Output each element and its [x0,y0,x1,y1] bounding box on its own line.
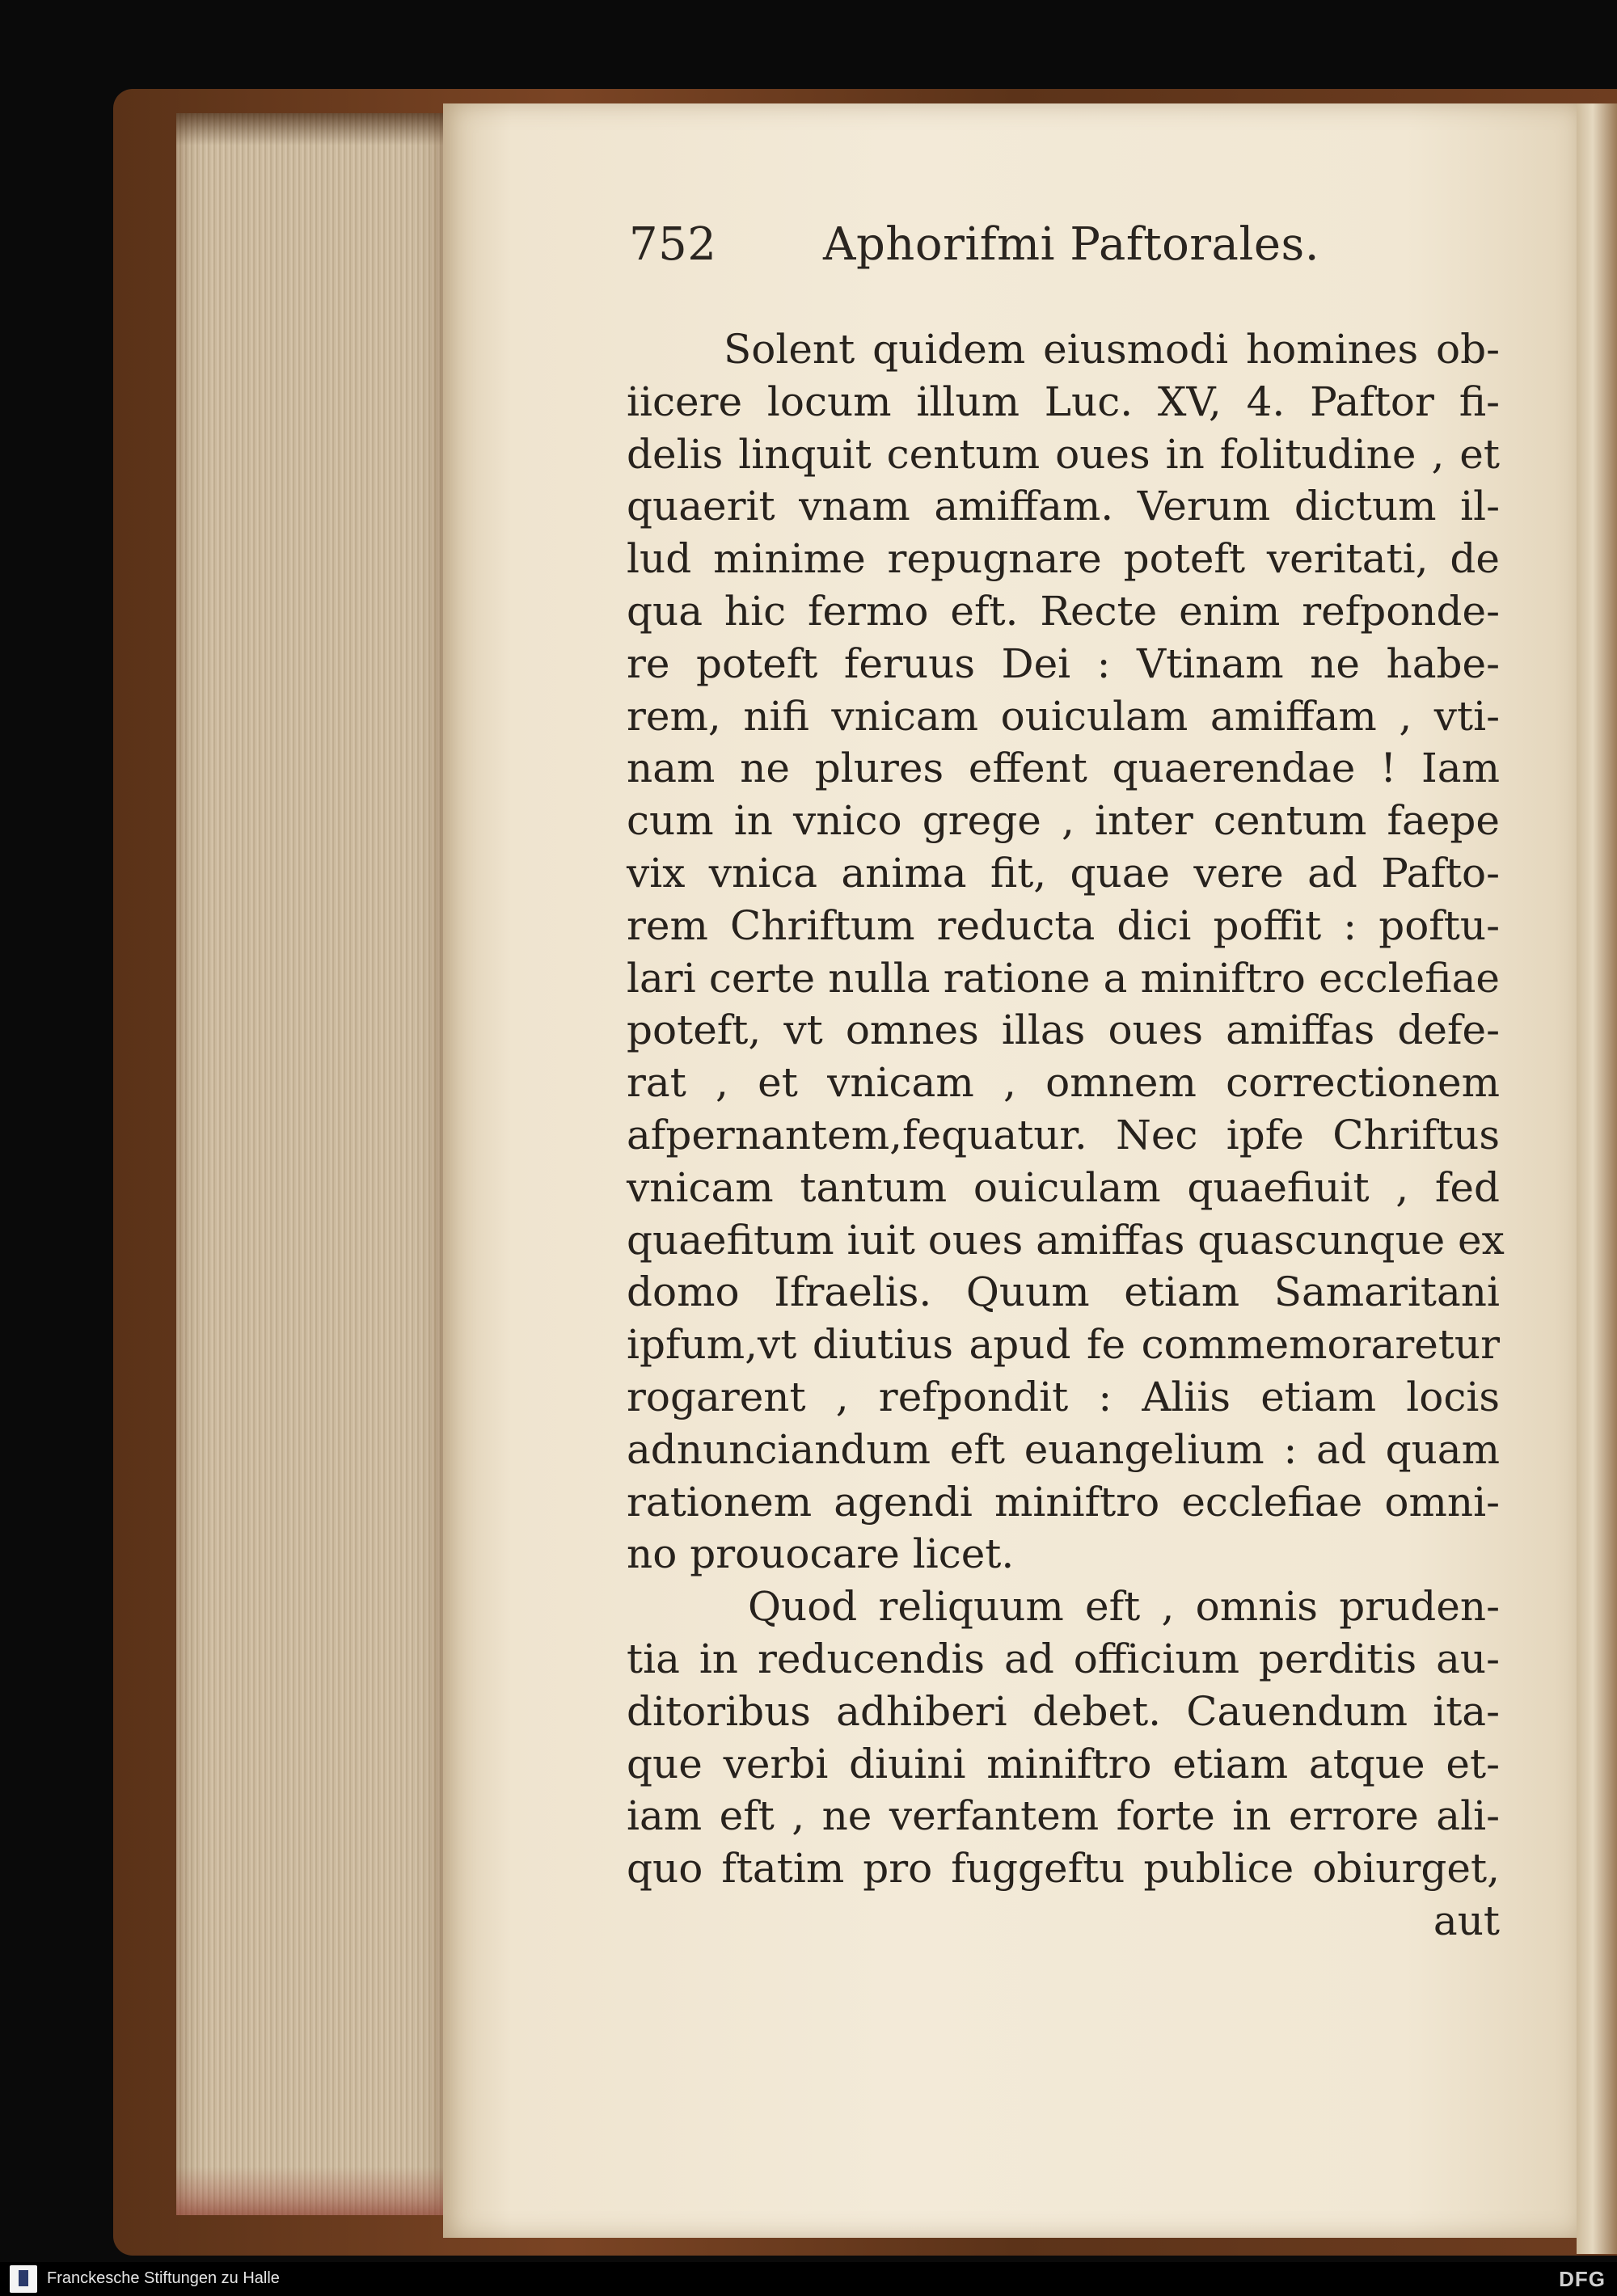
text-line: rem, nifi vnicam ouiculam amiffam , vti- [627,692,1500,740]
book-gutter [1577,103,1617,2254]
text-line: quo ftatim pro fuggeftu publice obiurget, [627,1845,1500,1893]
text-line: afpernantem,fequatur. Nec ipfe Chriftus [627,1111,1500,1159]
text-line: nam ne plures effent quaerendae ! Iam [627,745,1500,792]
text-line: Quod reliquum eft , omnis pruden- [748,1583,1500,1631]
text-line: adnunciandum eft euangelium : ad quam [627,1425,1500,1473]
text-line: delis linquit centum oues in folitudine , et [627,430,1500,478]
text-line: lud minime repugnare poteft veritati, de [627,535,1500,583]
text-line: tia in reducendis ad officium perditis au- [627,1635,1500,1682]
text-line: rogarent , refpondit : Aliis etiam locis [627,1373,1500,1420]
text-line: Solent quidem eiusmodi homines ob- [724,326,1500,373]
text-line: lari certe nulla ratione a miniftro ecclefiae [627,954,1500,1002]
text-line: domo Ifraelis. Quum etiam Samaritani [627,1268,1500,1316]
text-line: rem Chriftum reducta dici poffit : poftu- [627,901,1500,949]
text-line: vix vnica anima fit, quae vere ad Pafto- [627,849,1500,897]
text-line: quaefitum iuit oues amiffas quascunque ex [627,1216,1505,1264]
text-line: rationem agendi miniftro ecclefiae omni- [627,1478,1500,1526]
text-line: quaerit vnam amiffam. Verum dictum il- [627,483,1500,530]
text-line: poteft, vt omnes illas oues amiffas defe- [627,1007,1500,1054]
page-number: 752 [629,218,717,271]
body-text [627,323,1505,1948]
text-line: no prouocare licet. [627,1530,1015,1578]
text-line: que verbi diuini miniftro etiam atque et- [627,1740,1500,1787]
footer-bar [0,2262,1617,2296]
franckesche-logo-icon [10,2265,37,2293]
catchword: aut [1433,1897,1500,1944]
running-head [629,218,1518,283]
page-edges [176,113,443,2215]
text-line: iicere locum illum Luc. XV, 4. Paftor fi- [627,378,1500,425]
text-line: rat , et vnicam , omnem correctionem [627,1059,1500,1107]
text-line: qua hic fermo eft. Recte enim refponde- [627,587,1500,635]
running-title: Aphorifmi Paftorales. [823,218,1320,271]
text-line: re poteft feruus Dei : Vtinam ne habe- [627,639,1500,687]
text-line: iam eft , ne verfantem forte in errore ali- [627,1792,1500,1840]
text-line: ditoribus adhiberi debet. Cauendum ita- [627,1687,1500,1735]
text-line: cum in vnico grege , inter centum faepe [627,797,1500,845]
footer-institution: Franckesche Stiftungen zu Halle [47,2269,280,2287]
text-line: ipfum,vt diutius apud fe commemoraretur [627,1321,1500,1369]
text-line: vnicam tantum ouiculam quaefiuit , fed [627,1163,1500,1211]
dfg-logo: DFG [1559,2267,1606,2291]
